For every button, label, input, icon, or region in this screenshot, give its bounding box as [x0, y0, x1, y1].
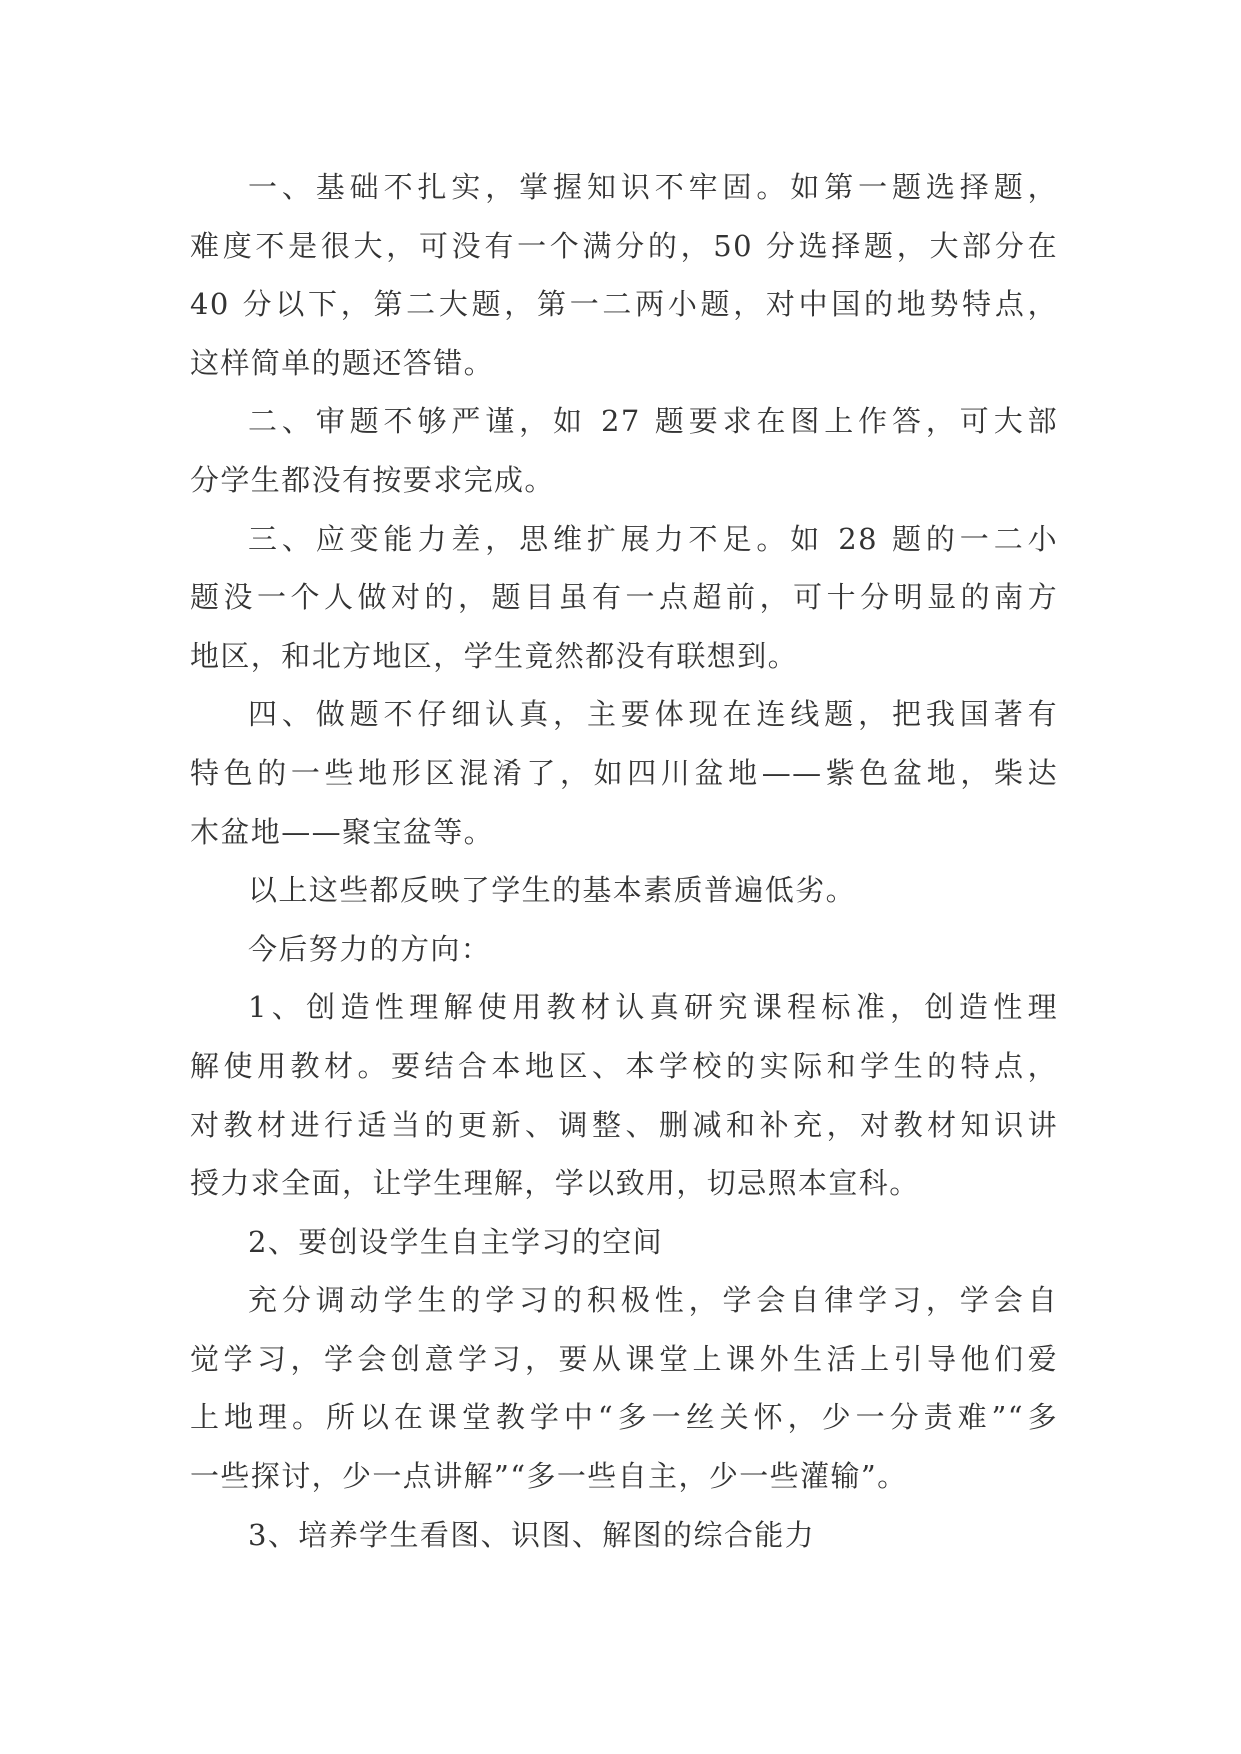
text-line: 二、审题不够严谨，如 27 题要求在图上作答，可大部: [248, 404, 1058, 439]
text-line: 这样简单的题还答错。: [190, 345, 495, 380]
text-line: 难度不是很大，可没有一个满分的，50 分选择题，大部分在: [190, 228, 1058, 263]
text-line: 木盆地——聚宝盆等。: [190, 814, 495, 849]
text-line: 1、创造性理解使用教材认真研究课程标准，创造性理: [248, 990, 1058, 1025]
text-line: 授力求全面，让学生理解，学以致用，切忌照本宣科。: [190, 1166, 920, 1201]
text-line: 以上这些都反映了学生的基本素质普遍低劣。: [248, 873, 857, 908]
text-line: 四、做题不仔细认真，主要体现在连线题，把我国著有: [248, 697, 1058, 732]
text-line: 充分调动学生的学习的积极性，学会自律学习，学会自: [248, 1283, 1058, 1318]
text-line: 上地理。所以在课堂教学中“多一丝关怀，少一分责难”“多: [190, 1400, 1058, 1435]
text-line: 一些探讨，少一点讲解”“多一些自主，少一些灌输”。: [190, 1459, 908, 1494]
text-line: 2、要创设学生自主学习的空间: [248, 1224, 664, 1259]
text-line: 一、基础不扎实，掌握知识不牢固。如第一题选择题，: [248, 170, 1058, 204]
text-line: 题没一个人做对的，题目虽有一点超前，可十分明显的南方: [190, 580, 1058, 615]
text-line: 对教材进行适当的更新、调整、删减和补充，对教材知识讲: [190, 1107, 1058, 1142]
paragraph-direction-2-body: [190, 1271, 1058, 1505]
document-body: [190, 158, 1058, 1564]
paragraph-summary: [190, 861, 1058, 920]
text-line: 今后努力的方向：: [248, 931, 492, 966]
text-line: 地区，和北方地区，学生竟然都没有联想到。: [190, 638, 799, 673]
paragraph-direction-1: [190, 978, 1058, 1212]
paragraph-weakness-1: [190, 158, 1058, 392]
text-line: 分学生都没有按要求完成。: [190, 462, 555, 497]
text-line: 特色的一些地形区混淆了，如四川盆地——紫色盆地，柴达: [190, 755, 1058, 790]
text-line: 三、应变能力差，思维扩展力不足。如 28 题的一二小: [248, 521, 1058, 556]
paragraph-weakness-4: [190, 685, 1058, 861]
paragraph-weakness-3: [190, 510, 1058, 686]
paragraph-direction-3-heading: [190, 1506, 1058, 1565]
paragraph-weakness-2: [190, 392, 1058, 509]
text-line: 3、培养学生看图、识图、解图的综合能力: [248, 1517, 816, 1552]
text-line: 觉学习，学会创意学习，要从课堂上课外生活上引导他们爱: [190, 1341, 1058, 1376]
text-line: 40 分以下，第二大题，第一二两小题，对中国的地势特点，: [190, 287, 1058, 322]
text-line: 解使用教材。要结合本地区、本学校的实际和学生的特点，: [190, 1048, 1058, 1083]
paragraph-direction-2-heading: [190, 1213, 1058, 1272]
paragraph-direction-heading: [190, 920, 1058, 979]
